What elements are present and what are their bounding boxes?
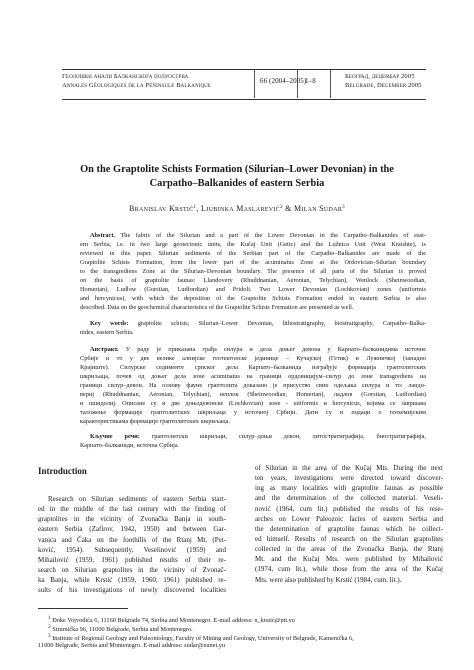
- keywords-line: Key words: graptolite schists, Silurian–Lower Devonian, lithostratigraphy, biostratigraphy, Carpatho–Balka-: [90, 320, 426, 327]
- header-top-rule: [62, 69, 426, 70]
- keywords-label: Key words:: [90, 320, 129, 327]
- intro-right-column: [255, 463, 443, 585]
- affiliation-mark: 3: [342, 205, 345, 210]
- body-line: (1974, cum lit.), while those from the area of the Kučaj: [255, 565, 443, 574]
- body-line: graptolites in the vicinity of Zvonačka Banja in south-: [38, 515, 226, 524]
- body-line: arches on Lower Paleozoic facies of eastern Serbia and: [255, 514, 443, 523]
- affiliation-mark: 2: [280, 205, 283, 210]
- body-line: collected in the areas of the Zvonačka Banja, the Rtanj: [255, 545, 443, 554]
- abstract-line: reviewed in this paper. Silurian sediments of the Serbian part of the Carpatho–Balkanides are made of the: [80, 250, 426, 258]
- journal-name-french: Annales Géologiques de la Péninsule Balkanique: [62, 81, 212, 89]
- key-words: [80, 319, 426, 337]
- author-name: Ljubinka Maslarević: [200, 204, 280, 213]
- body-line: Research on Silurian sediments of eastern Serbia start-: [48, 495, 226, 503]
- footnote: $^2$ Strumička 96, 11000 Belgrade, Serbia and Montenegro.: [48, 624, 193, 632]
- kljucne-line: Кључне речи: граптолитски шкриљци, силур–доњи девон, литостратиграфија, биостратиграфија,: [90, 433, 426, 440]
- abstract-line: Homerian), Ludlow (Gorstian, Ludfordian) and Pridoli. Two Lower Devonian (Lochkovian) zones (uniformis: [80, 286, 426, 294]
- footnote-mark: 1: [48, 615, 51, 621]
- intro-left-column: [38, 494, 226, 595]
- body-line: eastern Serbia (Zafirov, 1942, 1950) and between Gar-: [38, 525, 226, 534]
- footnote-mark: 3: [48, 633, 51, 639]
- author-separator: &: [282, 204, 294, 213]
- body-line: search on Silurian graptolites in the vicinity of Zvonač-: [38, 565, 226, 574]
- kljucne-label: Кључне речи:: [90, 433, 140, 440]
- footnote: $^3$ Institute of Regional Geology and Paleontology, Faculty of Mining and Geology, University of Belgrade, Kamenička 6,: [48, 633, 354, 641]
- author-separator: ,: [196, 204, 201, 213]
- apstrakt-line: Апстракт. У раду је приказана грађа силура и дела доњег девона у Карпато–балканидима источне: [90, 346, 426, 353]
- footnote-mark: 2: [48, 624, 51, 630]
- body-line: Mt. and the Kučaj Mts. were published by Mihailović: [255, 555, 443, 564]
- apstrakt-line: шкриљаца, почев од доњег дела зоне acuminatus на граници ордовицијум–силур до зоне transgrediens на: [80, 373, 426, 381]
- abstract-line: on the basis of graptolite faunas: Llandovery (Rhuddnanian, Aeronian, Telychian), Wenlock (Sheinwoodian,: [80, 277, 426, 285]
- abstract-line: to the transgrediens Zone at the Silurian–Devonian boundary. The presence of all parts of the Silurian is proved: [80, 268, 426, 276]
- section-heading-introduction: Introduction: [38, 466, 87, 476]
- apstrakt-line: Србије и то у две велике алпијске геотектонске јединице – Кучајској (Гетик) и Лужничкој (западно: [80, 355, 426, 363]
- body-line: Mihailović (1959, 1961) published results of their re-: [38, 555, 226, 564]
- header-divider: [330, 70, 331, 98]
- abstract-line: ern Serbia, i.e. in two large geotectonic units, the Kučaj Unit (Getic) and the Lužnica Unit (West Kraishte), is: [80, 241, 426, 249]
- footnote-continuation: 11000 Belgrade, Serbia and Montenegro. E-mail address: sudar@eunet.yu: [38, 642, 226, 649]
- paper-title: [38, 163, 436, 190]
- apstrakt-line: карактеристикама формације граптолитских шкриљаца.: [80, 418, 230, 426]
- body-line: ing as many localities with graptolite faunas as possible: [255, 484, 443, 493]
- apstrakt-line: Крајиште). Силурске седименте српског дела Карпато–балканида изграђује формација граптолитских: [80, 364, 426, 372]
- title-line-2: Carpatho–Balkanides of eastern Serbia: [149, 177, 325, 189]
- body-line: of Silurian in the area of the Kučaj Mts. During the next: [255, 464, 443, 472]
- abstract-line: and hercynicus), with which the deposition of the Graptolite Schists Formation ended in eastern Serbia is also: [80, 295, 426, 303]
- keywords-line: nides, eastern Serbia.: [80, 329, 134, 337]
- body-line: ed himself. Results of research on the Silurian graptolites: [255, 534, 443, 543]
- body-line: the determination of graptolite faunas which he collect-: [255, 524, 443, 533]
- kljucne-line: Карпато–балканиди, источна Србија.: [80, 442, 180, 450]
- place-latin: Belgrade, December 2005: [345, 81, 422, 89]
- journal-name-cyrillic: Геолошки анали Балканскога полуострва: [62, 73, 189, 80]
- body-line: sults of his investigations of newly discovered localities: [38, 586, 226, 595]
- abstract-line: Abstract. The fabric of the Silurian and a part of the Lower Devonian in the Carpatho–Balkanides of east-: [90, 232, 426, 239]
- apstrakt-line: вериј (Rhuddnanian, Aeronian, Telychian), венлок (Sheinwoodian, Homerian), ладлов (Gorstian, Ludfordian): [80, 391, 426, 399]
- volume-year: 66 (2004–2005): [260, 77, 307, 85]
- header-bottom-rule: [62, 99, 426, 100]
- place-cyrillic: Београд, децембар 2005: [345, 73, 415, 80]
- author-list: [38, 204, 436, 213]
- body-line: and the determination of the collected material. Veseli-: [255, 494, 443, 503]
- page-range: 1–8: [305, 77, 316, 85]
- apstrakt-line: и пшидолиј. Описане су и две доњодевонске (Lochkovian) зоне - uniformis и hercynicus, којима се завршава: [80, 400, 426, 408]
- author-name: Branislav Krstić: [129, 204, 194, 213]
- header-divider: [254, 70, 255, 98]
- abstract-label: Abstract.: [90, 232, 116, 239]
- kljucne-reci: [80, 432, 426, 450]
- journal-name: [62, 73, 211, 90]
- apstrakt-label: Апстракт.: [90, 346, 119, 353]
- body-line: ka Banja, while Krstić (1959, 1960, 1961) published re-: [38, 576, 226, 585]
- author-name: Milan Sudar: [293, 204, 343, 213]
- affiliation-mark: 1: [193, 205, 197, 210]
- footnote-rule: [38, 608, 128, 609]
- body-line: ten years, investigations were directed toward discover-: [255, 474, 443, 483]
- body-line: ković, 1954). Subsequently, Veselinović (1959) and: [38, 545, 226, 554]
- abstract-line: described. Data on the geochemical characteristics of the Graptolite Schists Formation are presented as well.: [80, 304, 354, 312]
- apstrakt: [80, 345, 426, 426]
- body-line: nović (1964, cum lit.) published the results of his rese-: [255, 504, 443, 513]
- body-line: ed in the middle of the last century with the finding of: [38, 505, 226, 514]
- footnote: $^1$ Đoke Vojvodića 6, 11160 Belgrade 74, Serbia and Montenegro. E-mail address: n_krstic@ptt.yu: [48, 615, 295, 623]
- apstrakt-line: таложење формације граптолитских шкриљаца у источној Србији. Дати су и подаци о геохемијским: [80, 409, 426, 417]
- abstract: [80, 231, 426, 312]
- body-line: vanica and Čaka on the foothills of the Rtanj Mt. (Pet-: [38, 535, 226, 544]
- apstrakt-line: граници силур–девон. На основу фауне граптолита доказано је присуство свих одељака силура и то: ландо-: [80, 382, 426, 390]
- footnotes: [38, 614, 428, 650]
- body-line: Mts. were also published by Krstić (1984, cum. lit.).: [255, 575, 402, 584]
- abstract-line: Graptolite Schists Formation, from the lower part of the acuminatus Zone at the Ordovician–Silurian boundary: [80, 259, 426, 267]
- publication-place-date: [345, 73, 422, 90]
- title-line-1: On the Graptolite Schists Formation (Silurian–Lower Devonian) in the: [80, 164, 394, 175]
